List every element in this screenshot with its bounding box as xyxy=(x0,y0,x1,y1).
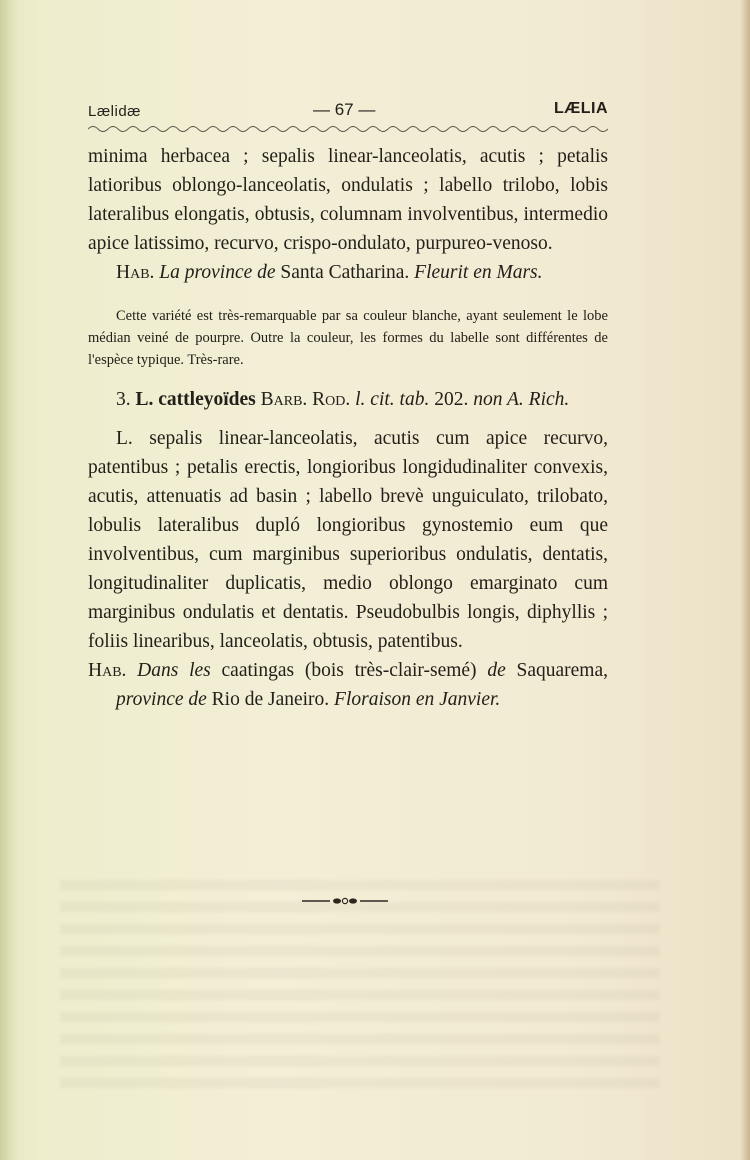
header-genus: LÆLIA xyxy=(553,100,608,117)
habitat-line-2 xyxy=(88,656,608,714)
page-spine-shadow xyxy=(0,0,18,1160)
hab2-part4: Saquarema, xyxy=(516,660,609,681)
show-through-text xyxy=(60,880,660,1090)
hab2-part5: province de xyxy=(116,689,207,710)
hab-location: Santa Catharina. xyxy=(280,262,410,283)
species-author: Barb. Rod. xyxy=(260,389,351,410)
page-body xyxy=(88,142,608,714)
hab2-part7: Floraison en Janvier. xyxy=(334,689,501,710)
diagnosis-paragraph: L. sepalis linear-lanceolatis, acutis cum apice recurvo, patentibus ; petalis erectis, longioribus longidudinaliter convexis, acutis, attenuatis ad basin ; labello brevè unguiculato, trilobato, lobulis lateralibus dupló longioribus gynostemio eum que involventibus, cum marginibus superioribus ondulatis, dentatis, longitudinaliter duplicatis, medio oblongo emarginato cum marginibus ondulatis et dentatis. Pseudobulbis longis, diphyllis ; foliis linearibus, lanceolatis, obtusis, patentibus. xyxy=(88,428,608,652)
header-wavy-rule xyxy=(88,124,608,134)
habitat-line xyxy=(88,258,608,287)
running-header xyxy=(88,100,608,122)
hab-location-italic: La province de xyxy=(159,262,276,283)
page-number: — 67 — xyxy=(313,100,376,119)
hab2-part6: Rio de Janeiro. xyxy=(211,689,330,710)
species-plate: 202. xyxy=(434,389,469,410)
species-heading xyxy=(88,385,608,414)
species-non: non A. Rich. xyxy=(473,389,570,410)
header-family: Lælidæ xyxy=(88,103,142,120)
hab2-part1: Dans les xyxy=(137,660,211,681)
hab2-part2: caatingas (bois très-clair-semé) xyxy=(221,660,477,681)
species-reference: l. cit. tab. xyxy=(355,389,430,410)
hab-label: Hab. xyxy=(116,262,155,283)
hab-flowering: Fleurit en Mars. xyxy=(414,262,543,283)
hab2-label: Hab. xyxy=(88,660,127,681)
end-ornament xyxy=(300,895,390,907)
hab2-part3: de xyxy=(487,660,506,681)
species-name: L. cattleyoïdes xyxy=(135,389,256,410)
variety-note: Cette variété est très-remarquable par sa couleur blanche, ayant seulement le lobe médian veiné de pourpre. Outre la couleur, les formes du labelle sont différentes de l'espèce typique. Très-rare. xyxy=(88,308,608,368)
description-paragraph: minima herbacea ; sepalis linear-lanceolatis, acutis ; petalis latioribus oblongo-lanceolatis, ondulatis ; labello trilobo, lobis lateralibus elongatis, obtusis, columnam involventibus, intermedio apice latissimo, recurvo, crispo-ondulato, purpureo-venoso. xyxy=(88,146,608,254)
page-edge-shadow xyxy=(740,0,750,1160)
species-number: 3. xyxy=(116,389,131,410)
